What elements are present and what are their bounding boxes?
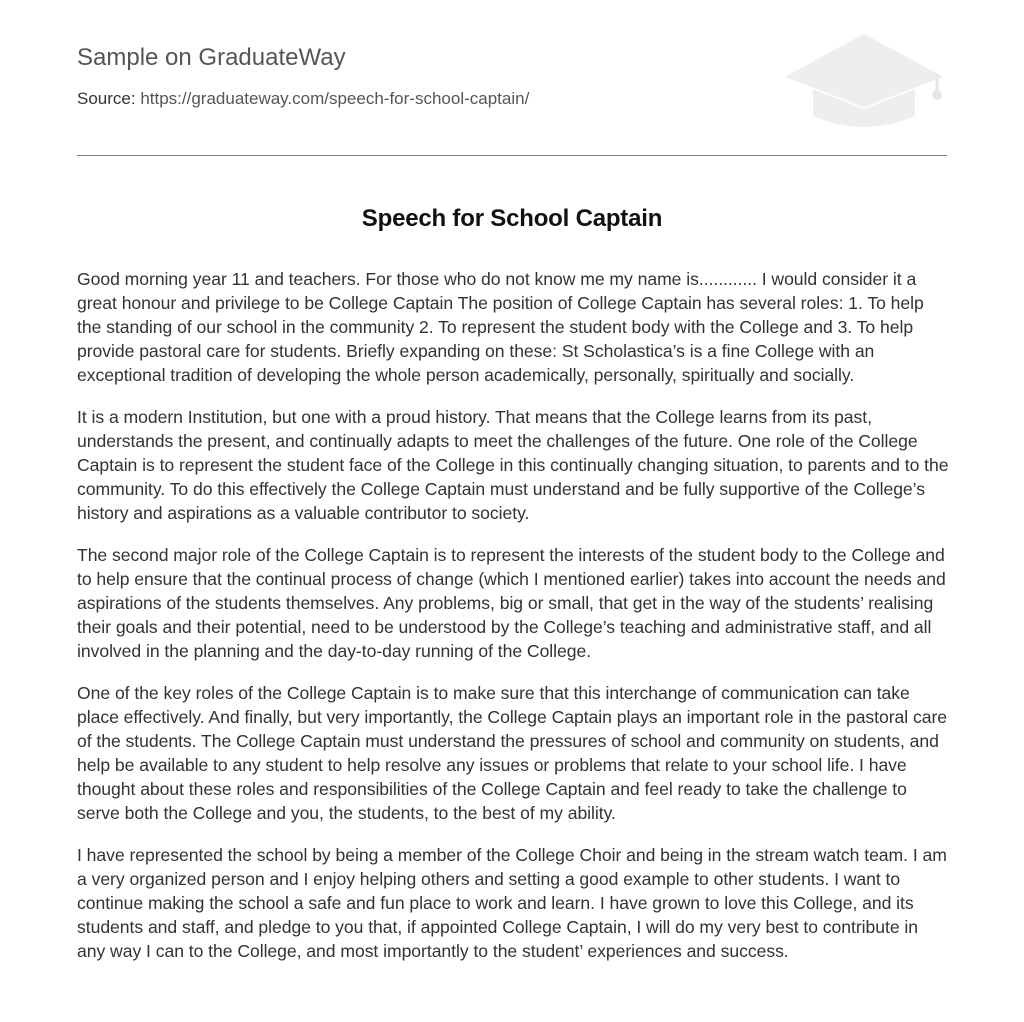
page-header — [77, 0, 947, 156]
graduation-cap-icon — [781, 30, 947, 134]
document-title: Speech for School Captain — [361, 205, 663, 232]
source-line — [77, 89, 529, 109]
paragraph: One of the key roles of the College Captain is to make sure that this interchange of communication can take place effectively. And finally, but very importantly, the College Captain plays an important role in the pastoral care of the students. The College Captain must understand the pressures of school and community on students, and help be available to any student to help resolve any issues or problems that relate to your school life. I have thought about these roles and responsibilities of the College Captain and feel ready to take the challenge to serve both the College and you, the students, to the best of my ability. — [77, 683, 948, 823]
paragraph: Good morning year 11 and teachers. For those who do not know me my name is............ I would consider it a great honour and privilege to be College Captain The position of College Captain has several roles: 1. To help the standing of our school in the community 2. To represent the student body with the College and 3. To help provide pastoral care for students. Briefly expanding on these: St Scholastica’s is a fine College with an exceptional tradition of developing the whole person academically, personally, spiritually and socially. — [77, 269, 924, 385]
header-divider — [77, 155, 947, 156]
document-body — [77, 267, 949, 981]
site-title: Sample on GraduateWay — [77, 44, 346, 71]
source-link[interactable]: https://graduateway.com/speech-for-school-captain/ — [140, 89, 530, 108]
paragraph: It is a modern Institution, but one with a proud history. That means that the College learns from its past, understands the present, and continually adapts to meet the challenges of the future. One role of the College Captain is to represent the student face of the College in this continually changing situation, to parents and to the community. To do this effectively the College Captain must understand and be fully supportive of the College’s history and aspirations as a valuable contributor to society. — [77, 407, 949, 523]
source-label: Source: — [77, 89, 141, 108]
paragraph: The second major role of the College Captain is to represent the interests of the student body to the College and to help ensure that the continual process of change (which I mentioned earlier) takes into account the needs and aspirations of the students themselves. Any problems, big or small, that get in the way of the students’ realising their goals and their potential, need to be understood by the College’s teaching and administrative staff, and all involved in the planning and the day-to-day running of the College. — [77, 545, 946, 661]
paragraph: I have represented the school by being a member of the College Choir and being in the stream watch team. I am a very organized person and I enjoy helping others and setting a good example to other students. I want to continue making the school a safe and fun place to work and learn. I have grown to love this College, and its students and staff, and pledge to you that, if appointed College Captain, I will do my very best to contribute in any way I can to the College, and most importantly to the student’ experiences and success. — [77, 845, 947, 961]
